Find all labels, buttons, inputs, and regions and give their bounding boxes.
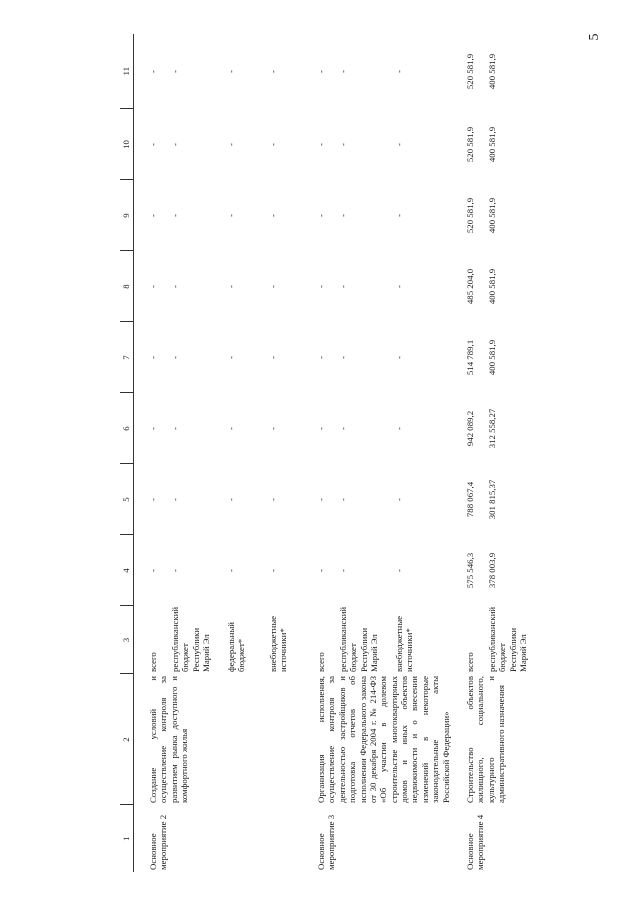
value-cell — [451, 464, 543, 535]
page-number: 5 — [587, 33, 602, 41]
value-cell — [302, 535, 451, 606]
value: - — [226, 143, 236, 146]
value: - — [170, 498, 180, 501]
funding-source-cell — [451, 606, 543, 674]
value: - — [268, 569, 278, 572]
measure-description: Строительство объектов жилищного, социального, культурного и административного назначения — [464, 676, 506, 803]
value: - — [170, 569, 180, 572]
measure-name: Основное мероприятие 2 — [148, 814, 169, 870]
value: - — [148, 498, 158, 501]
header-col-2: 2 — [120, 674, 134, 805]
value: - — [338, 214, 348, 217]
value: 575 546,3 — [464, 552, 475, 589]
table-row — [451, 34, 543, 872]
value-cell — [134, 109, 303, 180]
value-cell — [134, 535, 303, 606]
value: 520 581,9 — [464, 126, 475, 163]
value: - — [148, 285, 158, 288]
table-header-row — [120, 34, 134, 872]
funding-source: федеральный бюджет* — [226, 622, 247, 672]
value: - — [338, 285, 348, 288]
funding-source: всего — [464, 652, 475, 672]
header-col-3: 3 — [120, 606, 134, 674]
value-cell — [134, 251, 303, 322]
value: - — [268, 285, 278, 288]
value: - — [268, 143, 278, 146]
funding-source: всего — [148, 652, 158, 672]
value: - — [148, 214, 158, 217]
value: - — [316, 569, 326, 572]
value: - — [170, 143, 180, 146]
funding-source: внебюджетные источники* — [268, 615, 289, 672]
header-col-6: 6 — [120, 393, 134, 464]
table-row — [302, 34, 451, 872]
header-col-8: 8 — [120, 251, 134, 322]
measure-description: Создание условий и осуществление контроля за развитием рынка доступного и комфортного жилья — [148, 676, 190, 803]
value: - — [226, 356, 236, 359]
value: - — [226, 214, 236, 217]
value-cell — [451, 180, 543, 251]
header-col-1: 1 — [120, 805, 134, 872]
funding-source: всего — [316, 652, 326, 672]
measure-name: Основное мероприятие 4 — [464, 814, 486, 870]
value: - — [268, 356, 278, 359]
value: - — [170, 70, 180, 73]
value: - — [170, 285, 180, 288]
value-cell — [134, 393, 303, 464]
value-cell — [302, 464, 451, 535]
value: - — [226, 498, 236, 501]
header-col-7: 7 — [120, 322, 134, 393]
value: - — [316, 143, 326, 146]
value: - — [316, 285, 326, 288]
value: - — [226, 427, 236, 430]
value: - — [268, 214, 278, 217]
value: - — [338, 70, 348, 73]
value: - — [394, 285, 404, 288]
header-col-10: 10 — [120, 109, 134, 180]
value-cell — [134, 34, 303, 109]
value: - — [226, 569, 236, 572]
value: 301 815,37 — [486, 479, 497, 520]
value-cell — [134, 322, 303, 393]
value-cell — [451, 535, 543, 606]
value: - — [394, 569, 404, 572]
value: - — [338, 569, 348, 572]
value: - — [268, 70, 278, 73]
value-cell — [134, 464, 303, 535]
value: - — [338, 427, 348, 430]
value: - — [148, 569, 158, 572]
value: - — [338, 356, 348, 359]
funding-source-cell — [134, 606, 303, 674]
header-col-9: 9 — [120, 180, 134, 251]
header-col-11: 11 — [120, 34, 134, 109]
value: - — [170, 427, 180, 430]
value: - — [338, 498, 348, 501]
value-cell — [302, 251, 451, 322]
value: - — [316, 214, 326, 217]
value: 400 581,9 — [486, 339, 497, 376]
value: - — [394, 356, 404, 359]
value: 520 581,9 — [464, 197, 475, 234]
funding-source: внебюджетные источники* — [394, 615, 415, 672]
header-col-4: 4 — [120, 535, 134, 606]
value-cell — [451, 251, 543, 322]
value: - — [316, 70, 326, 73]
value: - — [226, 285, 236, 288]
value: - — [148, 70, 158, 73]
value-cell — [134, 180, 303, 251]
value: - — [316, 498, 326, 501]
value-cell — [451, 34, 543, 109]
value-cell — [302, 322, 451, 393]
value: - — [394, 214, 404, 217]
value-cell — [302, 34, 451, 109]
value: - — [394, 498, 404, 501]
value: 400 581,9 — [486, 53, 497, 90]
value-cell — [451, 393, 543, 464]
value: - — [226, 70, 236, 73]
value: - — [338, 143, 348, 146]
value-cell — [302, 180, 451, 251]
value-cell — [451, 109, 543, 180]
value: 312 558,27 — [486, 408, 497, 449]
value: - — [170, 214, 180, 217]
header-col-5: 5 — [120, 464, 134, 535]
funding-source: республиканский бюджет Республики Марий Эл — [338, 606, 380, 672]
value: - — [316, 356, 326, 359]
value: 400 581,9 — [486, 268, 497, 305]
value: - — [394, 143, 404, 146]
funding-source-cell — [302, 606, 451, 674]
value: 378 003,9 — [486, 552, 497, 589]
value: 400 581,9 — [486, 126, 497, 163]
value: 514 789,1 — [464, 339, 475, 376]
table-row — [134, 34, 303, 872]
value: 485 204,0 — [464, 268, 475, 305]
value: - — [394, 427, 404, 430]
value-cell — [302, 109, 451, 180]
value: - — [268, 498, 278, 501]
funding-source: республиканский бюджет Республики Марий Эл — [170, 606, 212, 672]
value: 942 089,2 — [464, 410, 475, 447]
measure-description: Организация исполнения, осуществление контроля за деятельностью застройщиков и подготовка отчетов об исполнении Федерального закона от 30 декабря 2004 г. № 214-ФЗ «Об участии в долевом строительстве многоквартирных домов и иных объектов недвижимости и о внесении изменений в некоторые законодательные акты Российской Федерации» — [316, 676, 451, 803]
program-funding-table — [120, 34, 543, 872]
value: 520 581,9 — [464, 53, 475, 90]
value-cell — [302, 393, 451, 464]
funding-source: республиканский бюджет Республики Марий Эл — [486, 606, 528, 672]
value: - — [148, 427, 158, 430]
value: - — [268, 427, 278, 430]
value: 788 067,4 — [464, 481, 475, 518]
value: - — [394, 70, 404, 73]
rotated-document-content — [120, 34, 632, 872]
value-cell — [451, 322, 543, 393]
value: - — [316, 427, 326, 430]
value: 400 581,9 — [486, 197, 497, 234]
measure-name: Основное мероприятие 3 — [316, 814, 337, 870]
value: - — [170, 356, 180, 359]
value: - — [148, 143, 158, 146]
value: - — [148, 356, 158, 359]
